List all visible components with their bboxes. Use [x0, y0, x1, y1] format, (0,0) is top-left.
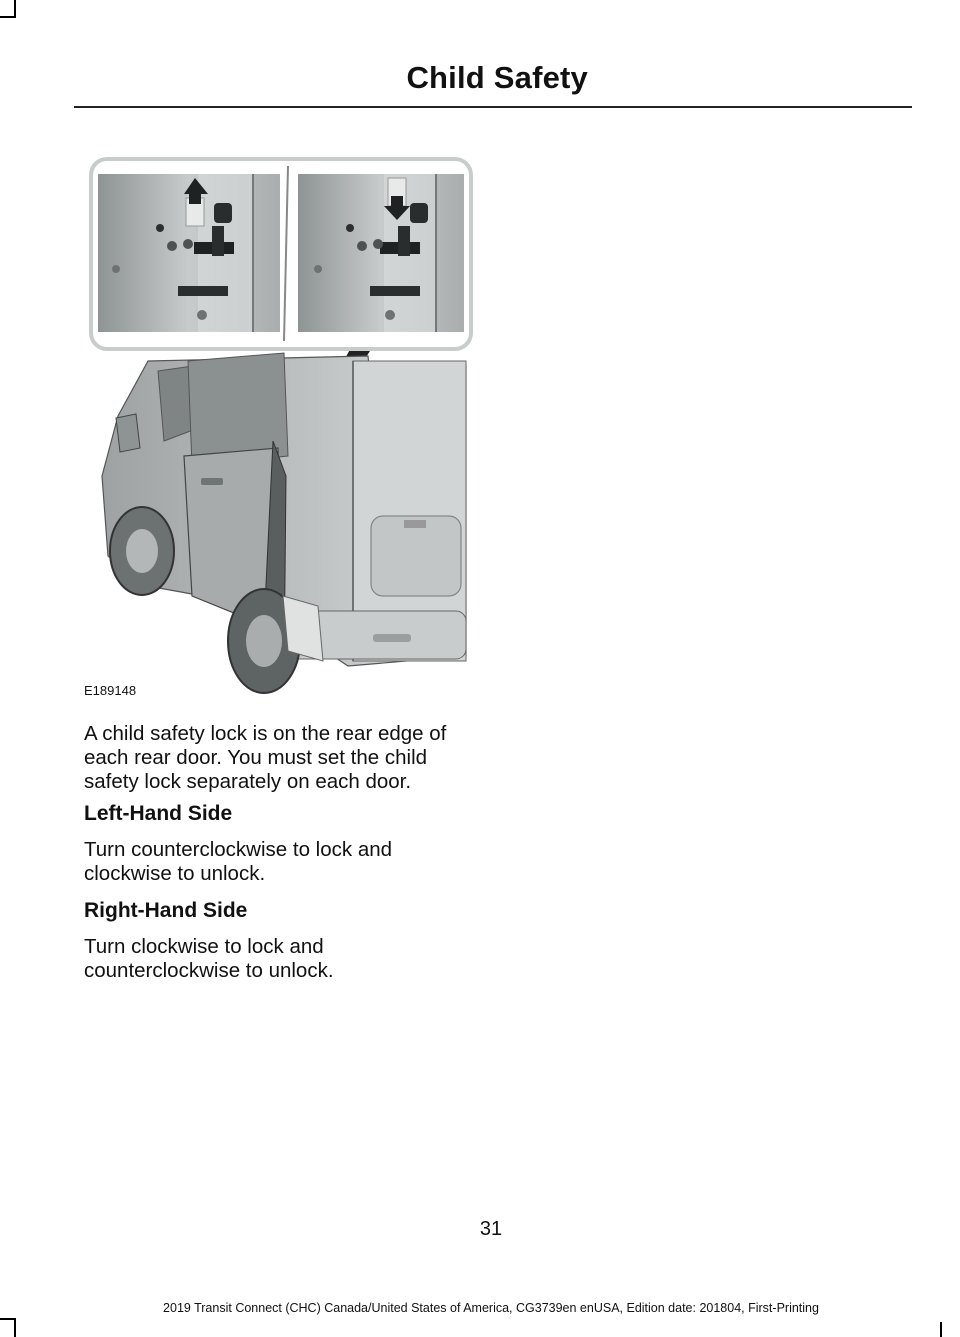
header-rule: [74, 106, 912, 108]
right-hand-side-text: Turn clockwise to lock and counterclockwise to unlock.: [84, 935, 334, 982]
crop-mark-top-left-h: [0, 16, 16, 18]
page-number: 31: [479, 1218, 503, 1240]
child-lock-illustration: [88, 156, 474, 704]
left-hand-side-text: Turn counterclockwise to lock and clockwise to unlock.: [84, 838, 393, 885]
edition-footer: 2019 Transit Connect (CHC) Canada/United States of America, CG3739en enUSA, Edition date: 201804, First-Printing: [163, 1301, 819, 1315]
crop-mark-bottom-left-h: [0, 1318, 16, 1320]
intro-paragraph: A child safety lock is on the rear edge of each rear door. You must set the child safety lock separately on each door.: [84, 722, 447, 793]
crop-mark-top-left-v: [14, 0, 16, 16]
page-title: Child Safety: [406, 60, 588, 95]
left-hand-side-heading: Left-Hand Side: [84, 802, 233, 825]
crop-mark-bottom-left-v: [14, 1318, 16, 1337]
right-hand-side-heading: Right-Hand Side: [84, 899, 248, 922]
figure-id: E189148: [84, 683, 137, 698]
crop-mark-bottom-right-v: [940, 1322, 942, 1337]
